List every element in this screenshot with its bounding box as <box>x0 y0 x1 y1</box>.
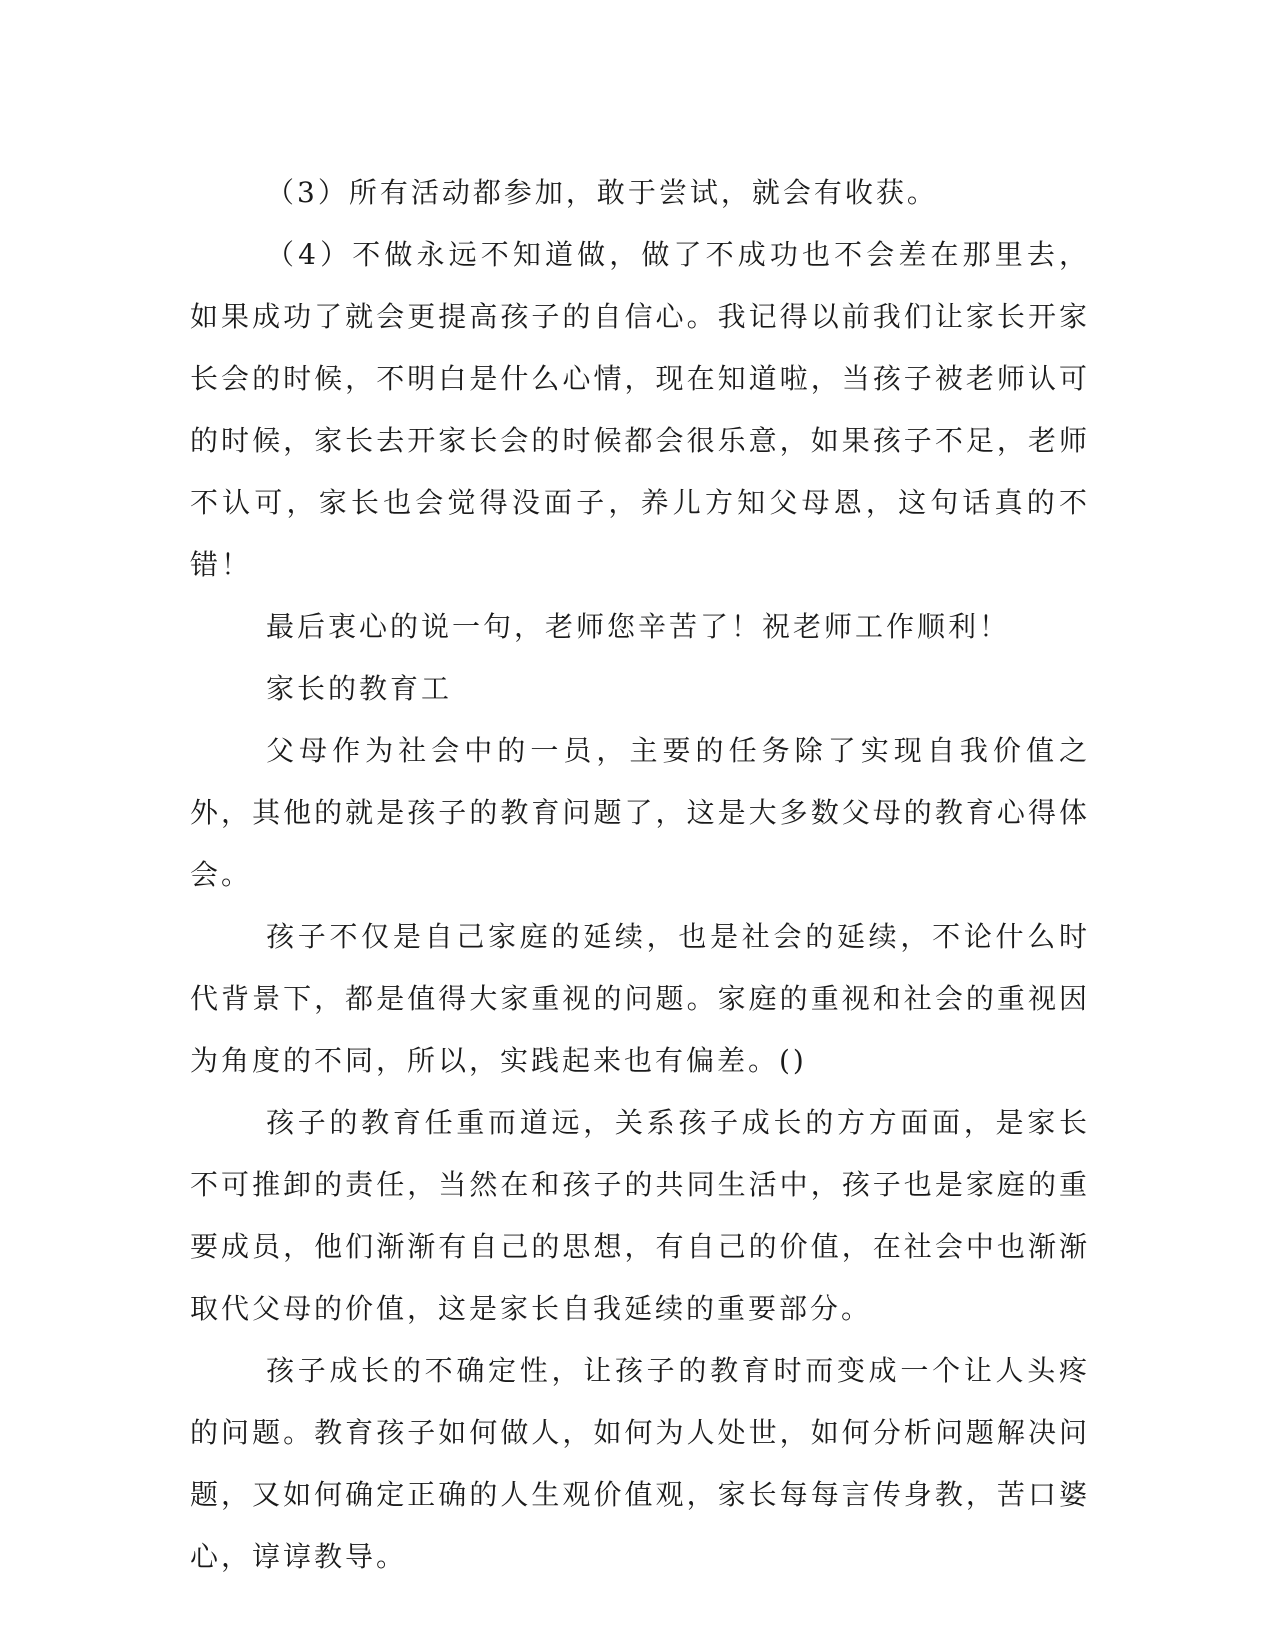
document-body <box>190 162 1090 1588</box>
paragraph-parents-role: 父母作为社会中的一员，主要的任务除了实现自我价值之外，其他的就是孩子的教育问题了，这是大多数父母的教育心得体会。 <box>190 734 1090 891</box>
section-heading: 家长的教育工 <box>266 672 453 705</box>
paragraph-item-4: （4）不做永远不知道做，做了不成功也不会差在那里去，如果成功了就会更提高孩子的自信心。我记得以前我们让家长开家长会的时候，不明白是什么心情，现在知道啦，当孩子被老师认可的时候，家长去开家长会的时候都会很乐意，如果孩子不足，老师不认可，家长也会觉得没面子，养儿方知父母恩，这句话真的不错！ <box>190 238 1090 581</box>
paragraph-continuation: 孩子不仅是自己家庭的延续，也是社会的延续，不论什么时代背景下，都是值得大家重视的问题。家庭的重视和社会的重视因为角度的不同，所以，实践起来也有偏差。() <box>190 920 1090 1077</box>
paragraph-item-3: （3）所有活动都参加，敢于尝试，就会有收获。 <box>266 176 938 209</box>
paragraph-responsibility: 孩子的教育任重而道远，关系孩子成长的方方面面，是家长不可推卸的责任，当然在和孩子的共同生活中，孩子也是家庭的重要成员，他们渐渐有自己的思想，有自己的价值，在社会中也渐渐取代父母的价值，这是家长自我延续的重要部分。 <box>190 1106 1090 1325</box>
paragraph-uncertainty: 孩子成长的不确定性，让孩子的教育时而变成一个让人头疼的问题。教育孩子如何做人，如何为人处世，如何分析问题解决问题，又如何确定正确的人生观价值观，家长每每言传身教，苦口婆心，谆谆教导。 <box>190 1354 1090 1573</box>
closing-remark: 最后衷心的说一句，老师您辛苦了！祝老师工作顺利！ <box>266 610 1011 643</box>
